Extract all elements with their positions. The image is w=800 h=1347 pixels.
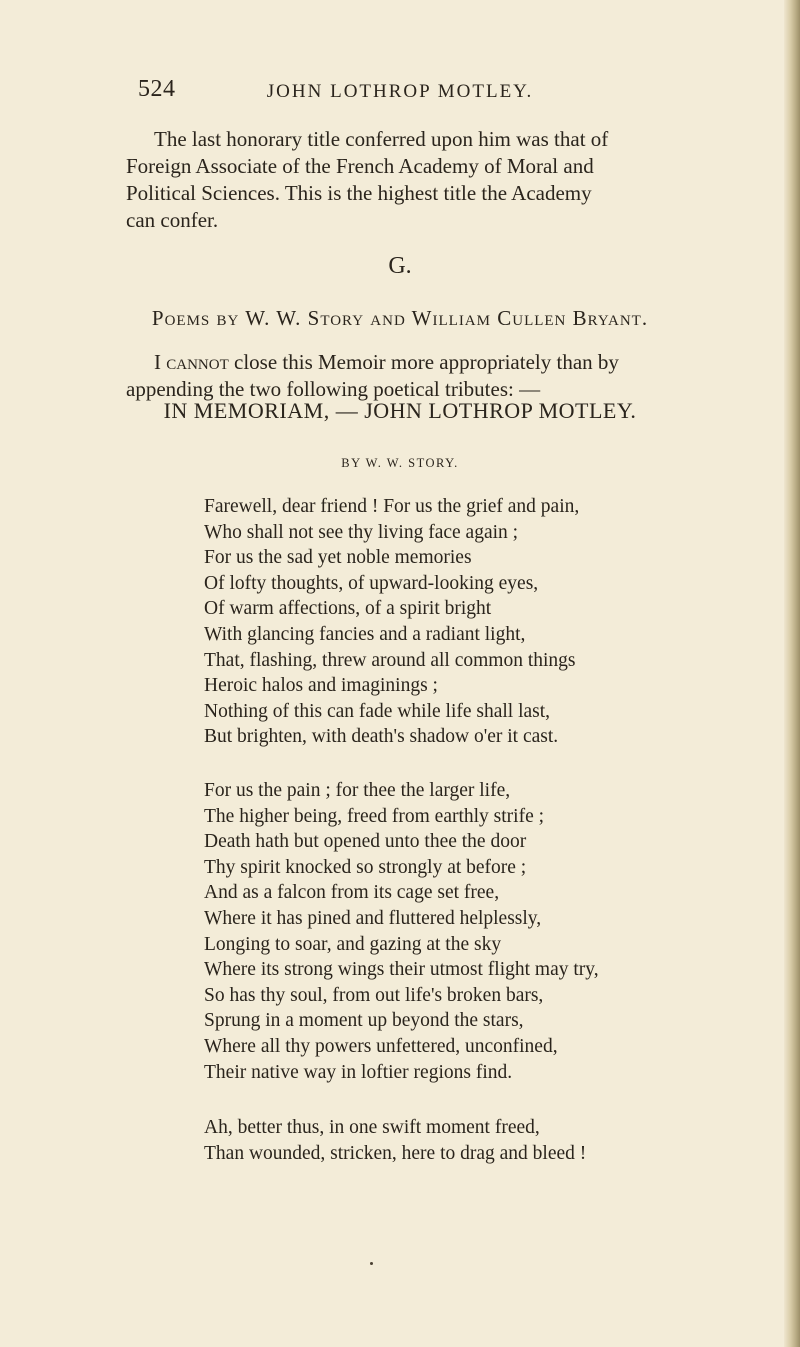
poem-line: Death hath but opened unto thee the door <box>204 831 527 853</box>
poem-title: IN MEMORIAM, — JOHN LOTHROP MOTLEY. <box>163 398 637 423</box>
poem-line: For us the pain ; for thee the larger life, <box>204 780 511 801</box>
poem-line: Where it has pined and fluttered helplessly, <box>204 907 542 929</box>
poem-line: That, flashing, threw around all common things <box>204 649 576 671</box>
intro-paragraph <box>126 349 738 403</box>
opening-paragraph <box>126 126 738 234</box>
poem-line: For us the sad yet noble memories <box>204 547 472 569</box>
paragraph-line: The last honorary title conferred upon him was that of <box>154 127 609 151</box>
poem-byline: BY W. W. STORY. <box>341 456 459 470</box>
intro-line: appending the two following poetical tributes: — <box>126 377 541 401</box>
poem-stanza-1 <box>204 494 579 750</box>
section-letter: G. <box>388 253 412 279</box>
poem-line: Ah, better thus, in one swift moment freed, <box>204 1117 540 1138</box>
poem-line: Thy spirit knocked so strongly at before ; <box>204 856 527 878</box>
poem-line: Sprung in a moment up beyond the stars, <box>204 1010 524 1032</box>
poem-line: The higher being, freed from earthly strife ; <box>204 805 545 827</box>
paragraph-line: Political Sciences. This is the highest title the Academy <box>126 181 592 205</box>
paragraph-line: Foreign Associate of the French Academy of Moral and <box>126 154 594 178</box>
intro-first-word: I cannot <box>154 350 229 374</box>
poem-line: Their native way in loftier regions find. <box>204 1061 513 1083</box>
ink-speck <box>370 1262 373 1265</box>
poem-line: Where its strong wings their utmost flight may try, <box>204 959 599 981</box>
poem-line: Longing to soar, and gazing at the sky <box>204 933 502 955</box>
poem-line: Farewell, dear friend ! For us the grief and pain, <box>204 496 580 517</box>
poem-line: With glancing fancies and a radiant light, <box>204 623 526 645</box>
poem-line: Where all thy powers unfettered, unconfined, <box>204 1035 558 1057</box>
intro-line-rest: close this Memoir more appropriately than by <box>228 350 619 374</box>
poem-line: Of lofty thoughts, of upward-looking eyes, <box>204 572 539 594</box>
page-number: 524 <box>138 76 176 102</box>
poem-line: So has thy soul, from out life's broken bars, <box>204 984 544 1006</box>
poem-stanza-2 <box>204 778 599 1085</box>
poem-line: Of warm affections, of a spirit bright <box>204 598 492 620</box>
running-head: JOHN LOTHROP MOTLEY. <box>266 81 534 102</box>
poem-line: Heroic halos and imaginings ; <box>204 675 438 697</box>
page-edge-shadow <box>784 0 800 1347</box>
poem-line: Who shall not see thy living face again ; <box>204 521 519 543</box>
poem-line: And as a falcon from its cage set free, <box>204 882 500 904</box>
section-title: Poems by W. W. Story and William Cullen Bryant. <box>151 306 649 330</box>
intro-line <box>126 349 738 376</box>
poem-line: Nothing of this can fade while life shall last, <box>204 700 551 722</box>
poem-line: But brighten, with death's shadow o'er it cast. <box>204 726 559 748</box>
poem-line: Than wounded, stricken, here to drag and bleed ! <box>204 1142 587 1164</box>
page-header <box>0 76 800 106</box>
paragraph-line: can confer. <box>126 208 219 232</box>
poem-stanza-3 <box>204 1115 586 1166</box>
